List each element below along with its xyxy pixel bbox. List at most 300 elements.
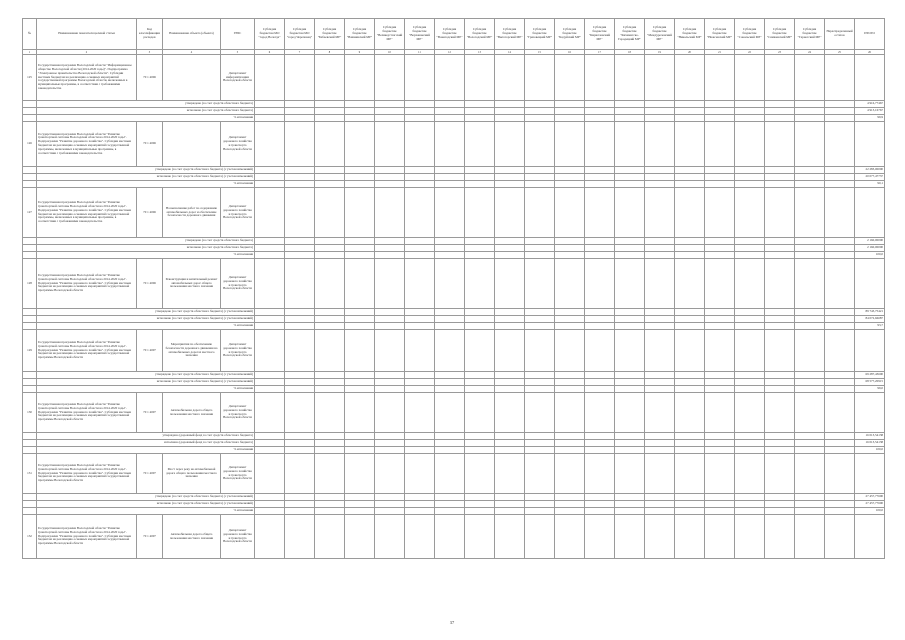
column-number: 20 bbox=[675, 50, 705, 55]
header-district: Субсидия бюджетам "Кирилловский МР" bbox=[585, 19, 615, 50]
amount-cell bbox=[585, 316, 615, 323]
amount-cell bbox=[255, 174, 285, 181]
grbs-name: Департамент дорожного хозяйства и транспорта Вологодской области bbox=[221, 393, 255, 433]
amount-cell bbox=[345, 447, 375, 454]
expense-code: 70 1 4006 bbox=[137, 188, 163, 238]
amount-cell bbox=[495, 494, 525, 501]
expense-code: 70 1 4006 bbox=[137, 122, 163, 167]
subtotal-total: 4 913,16767 bbox=[855, 108, 885, 115]
amount-cell bbox=[345, 330, 375, 372]
column-number: 5 bbox=[221, 50, 255, 55]
header-district: Субсидия бюджетам "Сямженский МР" bbox=[765, 19, 795, 50]
amount-cell bbox=[765, 259, 795, 309]
amount-cell bbox=[495, 309, 525, 316]
program-description: Государственная программа Вологодской области "Развитие транспортной системы Вологодской области на 2014-2020 годы". Подпрограмма "Развитие дорожного хозяйства". Субсидии местным бюджетам на реализацию основных мероприятий государственной программы Вологодской области bbox=[37, 454, 137, 494]
amount-cell bbox=[405, 316, 435, 323]
amount-cell bbox=[765, 379, 795, 386]
amount-cell bbox=[795, 393, 825, 433]
program-description: Государственная программа Вологодской области "Информационное общество Вологодской области (2014-2020 годы)". Подпрограмма "Электронное правительство Вологодской области". Субсидии местным бюджетам на реализацию основных мероприятий государственной программы Вологодской области, включенных в муниципальные программы, в соответствии с требованиями законодательства bbox=[37, 55, 137, 101]
amount-cell bbox=[645, 188, 675, 238]
amount-cell bbox=[255, 252, 285, 259]
amount-cell bbox=[615, 447, 645, 454]
subtotal-label: утверждено (за счет средств областного бюджета) (с учетом изменений) bbox=[37, 494, 255, 501]
amount-cell bbox=[435, 454, 465, 494]
grbs-name: Департамент дорожного хозяйства и транспорта Вологодской области bbox=[221, 259, 255, 309]
amount-cell bbox=[375, 174, 405, 181]
amount-cell bbox=[585, 515, 615, 559]
amount-cell bbox=[825, 379, 855, 386]
amount-cell bbox=[585, 167, 615, 174]
amount-cell bbox=[645, 122, 675, 167]
amount-cell bbox=[765, 188, 795, 238]
program-description: Государственная программа Вологодской области "Развитие транспортной системы Вологодской области на 2014-2020 годы". Подпрограмма "Развитие дорожного хозяйства". Субсидии местным бюджетам на реализацию основных мероприятий государственной программы Вологодской области bbox=[37, 259, 137, 309]
amount-cell bbox=[675, 515, 705, 559]
amount-cell bbox=[555, 101, 585, 108]
amount-cell bbox=[735, 494, 765, 501]
amount-cell bbox=[765, 330, 795, 372]
subtotal-label: утверждено (за счет средств областного бюджета) bbox=[37, 101, 255, 108]
amount-cell bbox=[435, 101, 465, 108]
amount-cell bbox=[795, 508, 825, 515]
amount-cell bbox=[465, 515, 495, 559]
column-number: 15 bbox=[525, 50, 555, 55]
column-number: 6 bbox=[255, 50, 285, 55]
amount-cell bbox=[255, 515, 285, 559]
amount-cell bbox=[525, 309, 555, 316]
amount-cell bbox=[675, 181, 705, 188]
amount-cell bbox=[705, 252, 735, 259]
amount-cell bbox=[315, 238, 345, 245]
amount-cell bbox=[255, 316, 285, 323]
amount-cell bbox=[675, 245, 705, 252]
column-number: 4 bbox=[163, 50, 221, 55]
subtotal-label: исполнено (за счет средств областного бюджета) (с учетом изменений) bbox=[37, 316, 255, 323]
subtotal-label: % исполнения bbox=[37, 252, 255, 259]
amount-cell bbox=[255, 55, 285, 101]
amount-cell bbox=[405, 372, 435, 379]
amount-cell bbox=[585, 372, 615, 379]
amount-cell bbox=[795, 316, 825, 323]
amount-cell bbox=[735, 115, 765, 122]
header-district: Субсидия бюджетам МО "город Череповец" bbox=[285, 19, 315, 50]
subtotal-spacer bbox=[23, 494, 37, 501]
amount-cell bbox=[765, 501, 795, 508]
amount-cell bbox=[525, 115, 555, 122]
amount-cell bbox=[435, 501, 465, 508]
amount-cell bbox=[495, 501, 525, 508]
amount-cell bbox=[465, 122, 495, 167]
amount-cell bbox=[345, 238, 375, 245]
amount-cell bbox=[495, 508, 525, 515]
amount-cell bbox=[705, 188, 735, 238]
amount-cell bbox=[555, 115, 585, 122]
amount-cell bbox=[765, 372, 795, 379]
amount-cell bbox=[405, 245, 435, 252]
amount-cell bbox=[735, 101, 765, 108]
subtotal-spacer bbox=[23, 379, 37, 386]
amount-cell bbox=[435, 440, 465, 447]
amount-cell bbox=[525, 501, 555, 508]
column-number: 1 bbox=[23, 50, 37, 55]
amount-cell bbox=[765, 181, 795, 188]
amount-cell bbox=[525, 508, 555, 515]
amount-cell bbox=[705, 101, 735, 108]
subtotal-row bbox=[23, 447, 885, 454]
subtotal-spacer bbox=[23, 309, 37, 316]
amount-cell bbox=[855, 330, 885, 372]
amount-cell bbox=[675, 55, 705, 101]
amount-cell bbox=[315, 494, 345, 501]
subtotal-row bbox=[23, 309, 885, 316]
amount-cell bbox=[825, 440, 855, 447]
amount-cell bbox=[615, 55, 645, 101]
amount-cell bbox=[645, 252, 675, 259]
grbs-name: Департамент дорожного хозяйства и транспорта Вологодской области bbox=[221, 515, 255, 559]
amount-cell bbox=[855, 515, 885, 559]
amount-cell bbox=[765, 101, 795, 108]
amount-cell bbox=[495, 447, 525, 454]
amount-cell bbox=[255, 167, 285, 174]
amount-cell bbox=[375, 379, 405, 386]
amount-cell bbox=[645, 433, 675, 440]
amount-cell bbox=[615, 515, 645, 559]
amount-cell bbox=[465, 508, 495, 515]
column-number: 22 bbox=[735, 50, 765, 55]
amount-cell bbox=[825, 181, 855, 188]
amount-cell bbox=[675, 188, 705, 238]
amount-cell bbox=[525, 372, 555, 379]
amount-cell bbox=[555, 316, 585, 323]
amount-cell bbox=[375, 494, 405, 501]
amount-cell bbox=[615, 238, 645, 245]
subtotal-row bbox=[23, 501, 885, 508]
amount-cell bbox=[465, 316, 495, 323]
amount-cell bbox=[795, 101, 825, 108]
amount-cell bbox=[255, 309, 285, 316]
amount-cell bbox=[465, 501, 495, 508]
header-district: Субсидия бюджетам "Тарногский МР" bbox=[795, 19, 825, 50]
amount-cell bbox=[525, 330, 555, 372]
amount-cell bbox=[465, 174, 495, 181]
amount-cell bbox=[255, 501, 285, 508]
subtotal-row bbox=[23, 372, 885, 379]
amount-cell bbox=[525, 101, 555, 108]
amount-cell bbox=[285, 372, 315, 379]
amount-cell bbox=[705, 454, 735, 494]
amount-cell bbox=[315, 181, 345, 188]
amount-cell bbox=[315, 379, 345, 386]
amount-cell bbox=[825, 55, 855, 101]
amount-cell bbox=[435, 508, 465, 515]
amount-cell bbox=[795, 188, 825, 238]
amount-cell bbox=[435, 515, 465, 559]
amount-cell bbox=[585, 108, 615, 115]
subtotal-label: утверждено (за счет средств областного бюджета) bbox=[37, 238, 255, 245]
subtotal-row bbox=[23, 379, 885, 386]
amount-cell bbox=[585, 433, 615, 440]
amount-cell bbox=[585, 494, 615, 501]
column-number: 10 bbox=[375, 50, 405, 55]
grbs-name: Департамент дорожного хозяйства и транспорта Вологодской области bbox=[221, 330, 255, 372]
amount-cell bbox=[435, 309, 465, 316]
subtotal-spacer bbox=[23, 245, 37, 252]
amount-cell bbox=[555, 259, 585, 309]
amount-cell bbox=[675, 433, 705, 440]
amount-cell bbox=[465, 323, 495, 330]
amount-cell bbox=[525, 316, 555, 323]
amount-cell bbox=[345, 372, 375, 379]
header-no: № bbox=[23, 19, 37, 50]
amount-cell bbox=[735, 454, 765, 494]
amount-cell bbox=[555, 188, 585, 238]
amount-cell bbox=[675, 101, 705, 108]
amount-cell bbox=[525, 379, 555, 386]
amount-cell bbox=[795, 494, 825, 501]
amount-cell bbox=[465, 379, 495, 386]
amount-cell bbox=[465, 181, 495, 188]
expense-code: 70 1 4006 bbox=[137, 55, 163, 101]
amount-cell bbox=[405, 379, 435, 386]
amount-cell bbox=[405, 330, 435, 372]
amount-cell bbox=[615, 440, 645, 447]
amount-cell bbox=[615, 372, 645, 379]
amount-cell bbox=[375, 181, 405, 188]
grbs-name: Департамент дорожного хозяйства и транспорта Вологодской области bbox=[221, 188, 255, 238]
amount-cell bbox=[405, 259, 435, 309]
percent-total: 100,0 bbox=[855, 252, 885, 259]
amount-cell bbox=[675, 379, 705, 386]
subtotal-spacer bbox=[23, 447, 37, 454]
amount-cell bbox=[705, 174, 735, 181]
amount-cell bbox=[555, 379, 585, 386]
subtotal-total: 20 077,47737 bbox=[855, 174, 885, 181]
amount-cell bbox=[375, 447, 405, 454]
subtotal-label: исполнено (за счет средств областного бюджета) (с учетом изменений) bbox=[37, 379, 255, 386]
amount-cell bbox=[255, 440, 285, 447]
amount-cell bbox=[735, 393, 765, 433]
amount-cell bbox=[705, 55, 735, 101]
row-number: 126 bbox=[23, 122, 37, 167]
amount-cell bbox=[765, 238, 795, 245]
row-number: 131 bbox=[23, 454, 37, 494]
amount-cell bbox=[465, 454, 495, 494]
amount-cell bbox=[285, 440, 315, 447]
amount-cell bbox=[675, 108, 705, 115]
amount-cell bbox=[645, 440, 675, 447]
amount-cell bbox=[525, 440, 555, 447]
amount-cell bbox=[255, 330, 285, 372]
amount-cell bbox=[495, 386, 525, 393]
amount-cell bbox=[555, 330, 585, 372]
amount-cell bbox=[615, 386, 645, 393]
amount-cell bbox=[315, 174, 345, 181]
amount-cell bbox=[705, 259, 735, 309]
amount-cell bbox=[345, 188, 375, 238]
amount-cell bbox=[525, 454, 555, 494]
amount-cell bbox=[855, 122, 885, 167]
amount-cell bbox=[285, 101, 315, 108]
subtotal-row bbox=[23, 252, 885, 259]
amount-cell bbox=[795, 309, 825, 316]
amount-cell bbox=[345, 259, 375, 309]
amount-cell bbox=[285, 501, 315, 508]
grbs-name: Департамент информатизации Вологодской области bbox=[221, 55, 255, 101]
amount-cell bbox=[705, 108, 735, 115]
subtotal-label: % исполнения bbox=[37, 508, 255, 515]
amount-cell bbox=[825, 494, 855, 501]
object-name: Мероприятия по обеспечению безопасности дорожного движения на автомобильных дорогах местного значения bbox=[163, 330, 221, 372]
amount-cell bbox=[375, 501, 405, 508]
amount-cell bbox=[705, 181, 735, 188]
amount-cell bbox=[615, 316, 645, 323]
amount-cell bbox=[465, 393, 495, 433]
amount-cell bbox=[705, 122, 735, 167]
amount-cell bbox=[405, 508, 435, 515]
amount-cell bbox=[645, 245, 675, 252]
amount-cell bbox=[795, 115, 825, 122]
subtotal-spacer bbox=[23, 252, 37, 259]
amount-cell bbox=[645, 386, 675, 393]
amount-cell bbox=[495, 238, 525, 245]
amount-cell bbox=[555, 440, 585, 447]
amount-cell bbox=[795, 181, 825, 188]
amount-cell bbox=[645, 55, 675, 101]
amount-cell bbox=[405, 440, 435, 447]
subtotal-spacer bbox=[23, 372, 37, 379]
amount-cell bbox=[795, 252, 825, 259]
amount-cell bbox=[315, 259, 345, 309]
amount-cell bbox=[705, 386, 735, 393]
row-number: 128 bbox=[23, 259, 37, 309]
amount-cell bbox=[315, 447, 345, 454]
amount-cell bbox=[795, 372, 825, 379]
subtotal-total: 2 160,00000 bbox=[855, 238, 885, 245]
amount-cell bbox=[585, 55, 615, 101]
amount-cell bbox=[345, 454, 375, 494]
column-number: 26 bbox=[855, 50, 885, 55]
amount-cell bbox=[615, 167, 645, 174]
amount-cell bbox=[405, 174, 435, 181]
amount-cell bbox=[765, 393, 795, 433]
amount-cell bbox=[495, 433, 525, 440]
amount-cell bbox=[735, 501, 765, 508]
amount-cell bbox=[435, 181, 465, 188]
amount-cell bbox=[495, 181, 525, 188]
amount-cell bbox=[405, 433, 435, 440]
amount-cell bbox=[495, 259, 525, 309]
subtotal-spacer bbox=[23, 440, 37, 447]
amount-cell bbox=[375, 323, 405, 330]
amount-cell bbox=[645, 494, 675, 501]
subtotal-row bbox=[23, 115, 885, 122]
amount-cell bbox=[795, 108, 825, 115]
subtotal-row bbox=[23, 174, 885, 181]
amount-cell bbox=[375, 316, 405, 323]
amount-cell bbox=[825, 515, 855, 559]
amount-cell bbox=[765, 515, 795, 559]
amount-cell bbox=[735, 386, 765, 393]
amount-cell bbox=[765, 167, 795, 174]
amount-cell bbox=[375, 372, 405, 379]
amount-cell bbox=[825, 372, 855, 379]
amount-cell bbox=[405, 101, 435, 108]
subtotal-total: 27 457,77600 bbox=[855, 501, 885, 508]
amount-cell bbox=[735, 108, 765, 115]
amount-cell bbox=[525, 447, 555, 454]
amount-cell bbox=[645, 238, 675, 245]
header-district: Субсидия бюджетам "Верховажский МР" bbox=[405, 19, 435, 50]
table-body bbox=[23, 55, 885, 559]
expense-code: 70 1 4007 bbox=[137, 454, 163, 494]
subtotal-row bbox=[23, 508, 885, 515]
percent-total: 100,0 bbox=[855, 447, 885, 454]
amount-cell bbox=[345, 252, 375, 259]
budget-table bbox=[22, 18, 885, 559]
subtotal-label: % исполнения bbox=[37, 323, 255, 330]
expense-code: 70 1 4006 bbox=[137, 259, 163, 309]
amount-cell bbox=[405, 252, 435, 259]
subtotal-label: исполнено (дорожный фонд за счет средств областного бюджета) bbox=[37, 440, 255, 447]
amount-cell bbox=[315, 122, 345, 167]
amount-cell bbox=[315, 115, 345, 122]
amount-cell bbox=[255, 245, 285, 252]
header-unallocated: Нераспределенный остаток bbox=[825, 19, 855, 50]
amount-cell bbox=[585, 501, 615, 508]
subtotal-spacer bbox=[23, 108, 37, 115]
amount-cell bbox=[825, 393, 855, 433]
amount-cell bbox=[855, 454, 885, 494]
object-name: Реконструкция и капитальный ремонт автомобильных дорог общего пользования местного значения bbox=[163, 259, 221, 309]
amount-cell bbox=[345, 386, 375, 393]
amount-cell bbox=[255, 188, 285, 238]
amount-cell bbox=[285, 108, 315, 115]
amount-cell bbox=[525, 108, 555, 115]
amount-cell bbox=[735, 245, 765, 252]
subtotal-row bbox=[23, 386, 885, 393]
amount-cell bbox=[555, 252, 585, 259]
header-total: ИТОГО bbox=[855, 19, 885, 50]
amount-cell bbox=[435, 379, 465, 386]
amount-cell bbox=[825, 501, 855, 508]
amount-cell bbox=[585, 188, 615, 238]
amount-cell bbox=[795, 122, 825, 167]
amount-cell bbox=[645, 108, 675, 115]
amount-cell bbox=[795, 238, 825, 245]
amount-cell bbox=[435, 174, 465, 181]
amount-cell bbox=[405, 309, 435, 316]
subtotal-total: 68 577,20915 bbox=[855, 379, 885, 386]
object-name bbox=[163, 55, 221, 101]
amount-cell bbox=[615, 188, 645, 238]
amount-cell bbox=[495, 122, 525, 167]
amount-cell bbox=[525, 167, 555, 174]
amount-cell bbox=[555, 108, 585, 115]
header-row bbox=[23, 19, 885, 50]
amount-cell bbox=[705, 508, 735, 515]
amount-cell bbox=[825, 101, 855, 108]
amount-cell bbox=[285, 379, 315, 386]
amount-cell bbox=[645, 447, 675, 454]
amount-cell bbox=[795, 515, 825, 559]
subtotal-label: утверждено (дорожный фонд за счет средств областного бюджета) bbox=[37, 433, 255, 440]
amount-cell bbox=[285, 259, 315, 309]
amount-cell bbox=[315, 433, 345, 440]
amount-cell bbox=[465, 447, 495, 454]
row-number: 129 bbox=[23, 330, 37, 372]
subtotal-spacer bbox=[23, 433, 37, 440]
amount-cell bbox=[435, 316, 465, 323]
amount-cell bbox=[285, 167, 315, 174]
